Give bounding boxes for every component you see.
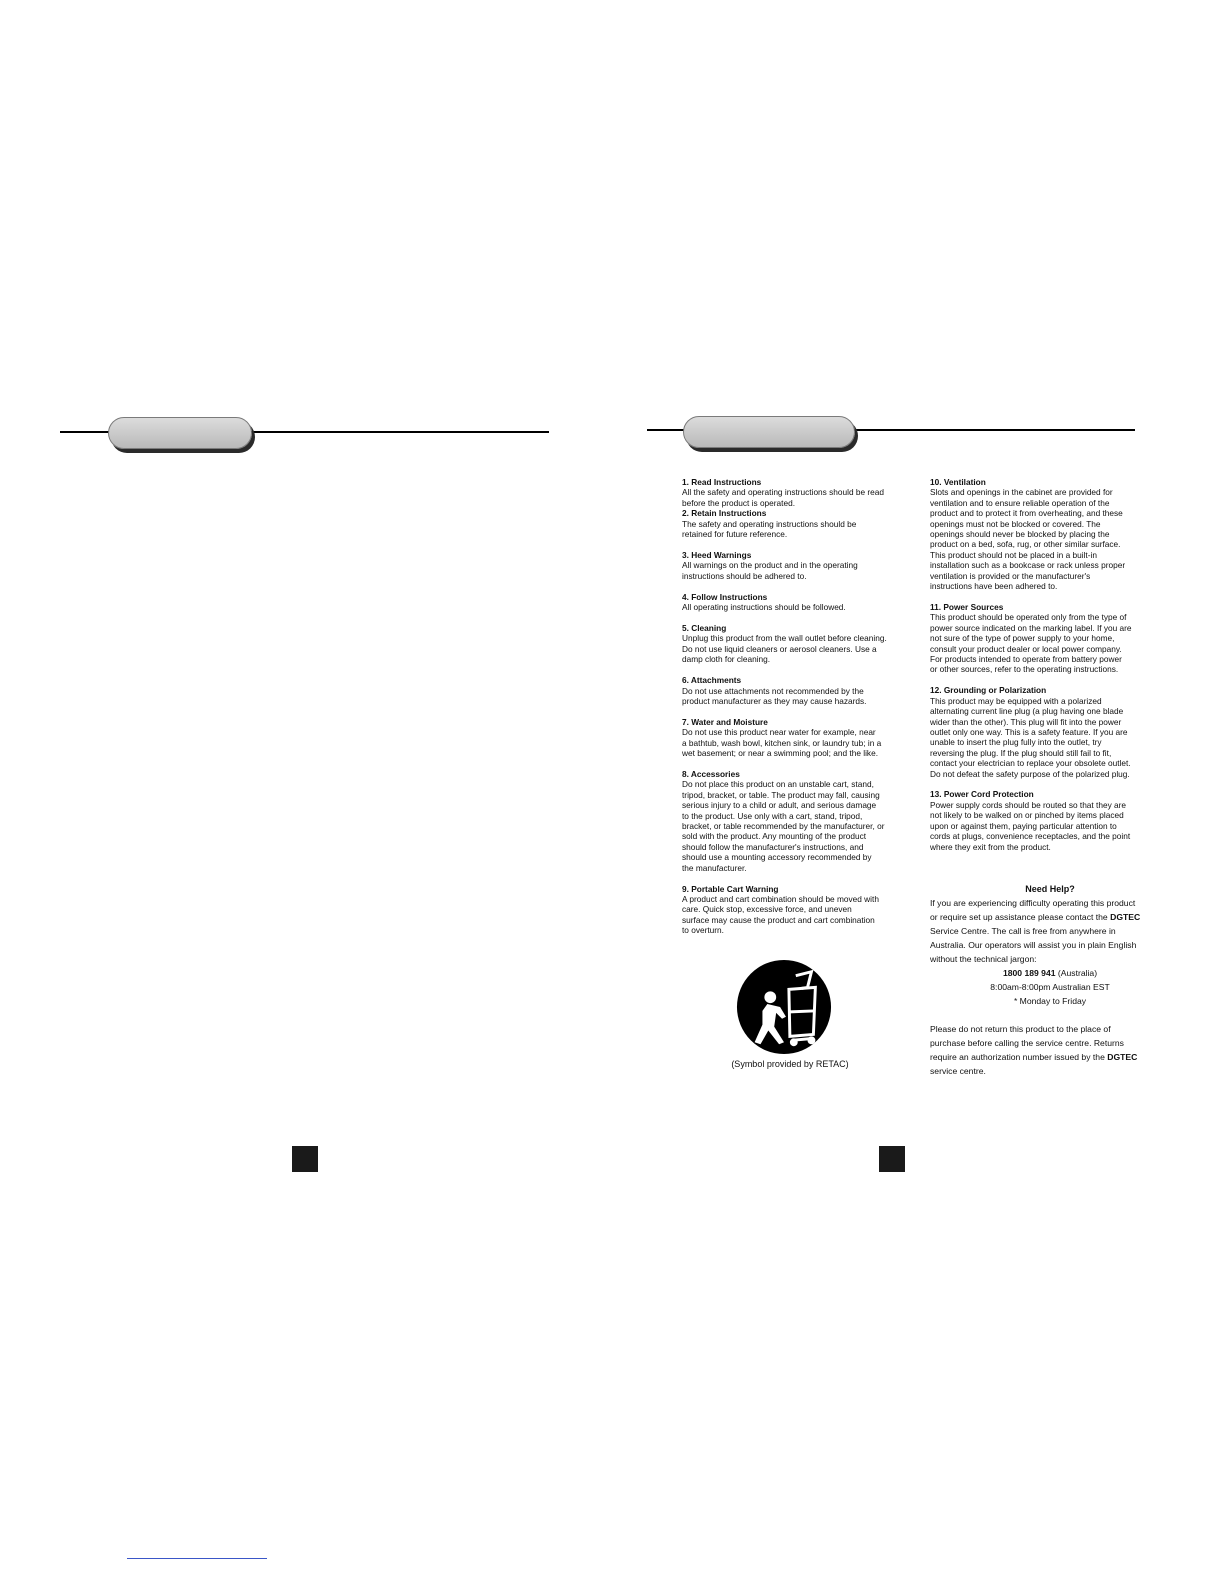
safety-section-title: 12. Grounding or Polarization bbox=[930, 685, 1047, 696]
safety-section bbox=[682, 623, 907, 665]
safety-section-title: 11. Power Sources bbox=[930, 601, 1004, 612]
safety-section-title: 2. Retain Instructions bbox=[682, 508, 767, 519]
safety-section bbox=[682, 675, 907, 706]
need-help-text-b: Service Centre. The call is free from anywhere in Australia. Our operators will assist you in plain English without the technical jargon: bbox=[930, 926, 1137, 964]
safety-column-right bbox=[930, 477, 1155, 862]
safety-section-title: 10. Ventilation bbox=[930, 477, 986, 487]
returns-text-b: service centre. bbox=[930, 1066, 986, 1076]
safety-section bbox=[930, 477, 1155, 591]
safety-section bbox=[682, 592, 907, 613]
safety-section-body: This product may be equipped with a polarized alternating current line plug (a plug having one blade wider than the other). This plug will fit into the power outlet only one way. This is a safety feature. If you are unable to insert the plug fully into the outlet, try reversing the plug. If the plug should still fail to fit, contact your electrician to replace your obsolete outlet. Do not defeat the safety purpose of the polarized plug. bbox=[930, 695, 1131, 779]
need-help-text-a: If you are experiencing difficulty operating this product or require set up assistance please contact the bbox=[930, 898, 1136, 922]
safety-section-body: Do not place this product on an unstable cart, stand, tripod, bracket, or table. The product may fall, causing serious injury to a child or adult, and serious damage to the product. Use only with a cart, stand, tripod, bracket, or table recommended by the manufacturer, or sold with the product. Any mounting of the product should follow the manufacturer's instructions, and should use a mounting accessory recommended by the manufacturer. bbox=[682, 779, 885, 873]
safety-section-body: All the safety and operating instructions should be read before the product is operated. bbox=[682, 487, 885, 508]
phone-line bbox=[930, 966, 1170, 980]
brand-name: DGTEC bbox=[1107, 1052, 1138, 1062]
brand-name: DGTEC bbox=[1110, 912, 1141, 922]
safety-section bbox=[682, 717, 907, 759]
service-hours: 8:00am-8:00pm Australian EST bbox=[990, 982, 1110, 992]
safety-section-body: Unplug this product from the wall outlet before cleaning. Do not use liquid cleaners or aerosol cleaners. Use a damp cloth for cleaning. bbox=[682, 633, 887, 665]
need-help-section bbox=[930, 882, 1170, 1078]
safety-section-title: 6. Attachments bbox=[682, 675, 742, 686]
safety-section bbox=[930, 685, 1155, 779]
safety-section-body: Do not use attachments not recommended by the product manufacturer as they may cause hazards. bbox=[682, 685, 867, 706]
safety-section bbox=[682, 550, 907, 581]
right-header-tab bbox=[683, 416, 855, 448]
safety-section bbox=[930, 789, 1155, 851]
symbol-caption: (Symbol provided by RETAC) bbox=[731, 1059, 849, 1069]
safety-section-title: 4. Follow Instructions bbox=[682, 591, 768, 602]
safety-section-body: Do not use this product near water for example, near a bathtub, wash bowl, kitchen sink, or laundry tub; in a wet basement; or near a swimming pool; and the like. bbox=[682, 727, 882, 759]
safety-section-title: 7. Water and Moisture bbox=[682, 716, 768, 727]
safety-section bbox=[682, 508, 907, 539]
safety-section-body: Slots and openings in the cabinet are provided for ventilation and to ensure reliable operation of the product and to protect it from overheating, and these openings must not be blocked or covered. The openings should never be blocked by placing the product on a bed, sofa, rug, or other similar surface. This product should not be placed in a built-in installation such as a bookcase or rack unless proper ventilation is provided or the manufacturer's instructions have been adhered to. bbox=[930, 487, 1126, 592]
safety-column-left bbox=[682, 477, 907, 946]
need-help-paragraph bbox=[930, 896, 1170, 966]
safety-section bbox=[930, 602, 1155, 675]
returns-paragraph bbox=[930, 1022, 1170, 1078]
page-number-box-left bbox=[292, 1146, 318, 1172]
safety-section-title: 8. Accessories bbox=[682, 768, 740, 779]
safety-section bbox=[682, 477, 907, 508]
page-number-box-right bbox=[879, 1146, 905, 1172]
safety-section-title: 3. Heed Warnings bbox=[682, 549, 752, 560]
safety-section-body: The safety and operating instructions should be retained for future reference. bbox=[682, 518, 857, 540]
safety-section-body: Power supply cords should be routed so that they are not likely to be walked on or pinched by items placed upon or against them, paying particular attention to cords at plugs, convenience receptacles, and the point where they exit from the product. bbox=[930, 799, 1131, 852]
returns-text-a: Please do not return this product to the place of purchase before calling the service centre. Returns require an authorization number issued by the bbox=[930, 1024, 1124, 1062]
safety-section bbox=[682, 884, 907, 936]
left-header-tab bbox=[108, 417, 252, 449]
safety-section-title: 9. Portable Cart Warning bbox=[682, 883, 779, 894]
service-days: * Monday to Friday bbox=[1013, 996, 1087, 1006]
safety-section-body: All warnings on the product and in the operating instructions should be adhered to. bbox=[682, 560, 858, 581]
safety-section-body: This product should be operated only from the type of power source indicated on the marking label. If you are not sure of the type of power supply to your home, consult your product dealer or local power company. For products intended to operate from battery power or other sources, refer to the operating instructions. bbox=[930, 612, 1132, 675]
safety-section-body: All operating instructions should be followed. bbox=[682, 602, 846, 613]
footer-link-underline bbox=[127, 1558, 267, 1559]
safety-section-body: A product and cart combination should be moved with care. Quick stop, excessive force, and uneven surface may cause the product and cart combination to overturn. bbox=[682, 893, 879, 936]
need-help-heading: Need Help? bbox=[1025, 884, 1075, 894]
cart-tip-over-warning-icon bbox=[735, 958, 833, 1056]
safety-section-title: 5. Cleaning bbox=[682, 622, 727, 633]
phone-number: 1800 189 941 bbox=[1002, 968, 1056, 978]
safety-section bbox=[682, 769, 907, 873]
phone-region: (Australia) bbox=[1055, 968, 1098, 978]
safety-section-title: 13. Power Cord Protection bbox=[930, 789, 1034, 800]
safety-section-title: 1. Read Instructions bbox=[682, 477, 762, 487]
